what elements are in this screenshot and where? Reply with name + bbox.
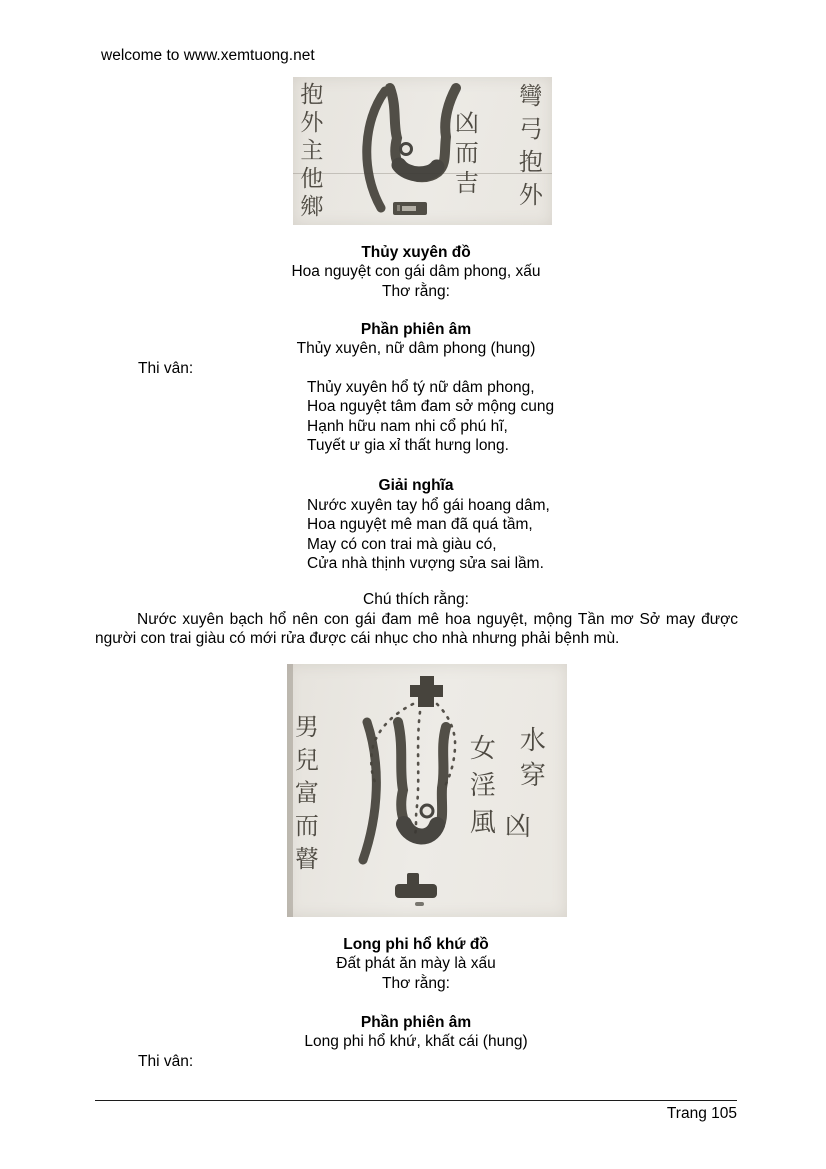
giai-nghia-lines [307, 496, 550, 574]
vessel-dot-circle [401, 144, 412, 155]
section2-subtitle: Đất phát ăn mày là xấu [336, 955, 496, 973]
section1-subtitle: Hoa nguyệt con gái dâm phong, xấu [291, 263, 541, 281]
chinese-column-middle: 女淫風 [465, 734, 496, 845]
chinese-column-left: 男兒富而瞽 [290, 714, 319, 879]
giai-nghia-line: Nước xuyên tay hổ gái hoang dâm, [307, 497, 550, 514]
section1-title: Thủy xuyên đồ [361, 244, 471, 261]
giai-nghia-heading: Giải nghĩa [378, 477, 454, 494]
poem-line: Tuyết ư gia xỉ thất hưng long. [307, 437, 509, 455]
poem-line: Thủy xuyên hổ tý nữ dâm phong, [307, 379, 535, 396]
chinese-column-middle: 凶而吉 [450, 110, 479, 200]
section2-phien-am-block [95, 1013, 737, 1052]
water-piercing-diagram-drawing [293, 77, 552, 225]
brush-crescent-stroke [367, 91, 385, 208]
giai-nghia-line: Hoa nguyệt mê man đã quá tầm, [307, 516, 533, 534]
vessel-dark-bottom [404, 824, 437, 837]
chinese-column-left: 抱外主他鄉 [296, 82, 323, 222]
chu-thich-paragraph: Nước xuyên bạch hổ nên con gái đam mê hoa nguyệt, mộng Tần mơ Sở may được người con trai giàu có mới rửa được cái nhục cho nhà nhưng phải bệnh mù. [95, 611, 738, 648]
thi-van-label-1: Thi vân: [138, 360, 194, 377]
section1-tho-rang: Thơ rằng: [382, 282, 450, 300]
giai-nghia-line: May có con trai mà giàu có, [307, 535, 497, 553]
top-seal-blob [410, 676, 443, 707]
section1-poem [307, 378, 554, 456]
giai-nghia-line: Cửa nhà thịnh vượng sửa sai lầm. [307, 555, 544, 573]
phien-am-heading-2: Phần phiên âm [360, 1014, 472, 1031]
bottom-seal-mark [415, 902, 424, 906]
dragon-fly-tiger-leave-diagram-image [287, 664, 567, 917]
thi-van-label-2: Thi vân: [138, 1053, 194, 1070]
section2-title-block [95, 935, 737, 993]
phien-am-heading-1: Phần phiên âm [360, 321, 472, 338]
chinese-column-right-bottom: 凶 [500, 812, 531, 838]
poem-line: Hạnh hữu nam nhi cổ phú hĩ, [307, 417, 508, 435]
section1-title-block [95, 243, 737, 301]
vessel-dot-circle [421, 805, 433, 817]
water-piercing-diagram-image [293, 77, 552, 225]
phien-am-line-2: Long phi hổ khứ, khất cái (hung) [304, 1033, 528, 1051]
vessel-dark-bottom [399, 165, 437, 174]
footer-divider [95, 1100, 737, 1101]
brush-crescent-stroke [363, 722, 376, 860]
bottom-seal-bar [395, 884, 437, 898]
phien-am-line-1: Thủy xuyên, nữ dâm phong (hung) [296, 340, 536, 358]
page-number: Trang 105 [666, 1105, 737, 1122]
chu-thich-heading: Chú thích rằng: [363, 591, 469, 608]
poem-line: Hoa nguyệt tâm đam sở mộng cung [307, 398, 555, 416]
chinese-column-right: 彎弓抱外 [514, 83, 543, 215]
section2-title: Long phi hổ khứ đồ [343, 936, 489, 953]
chinese-column-right-top: 水穿 [515, 726, 546, 796]
section2-tho-rang: Thơ rằng: [382, 974, 450, 992]
dotted-trail-center [415, 712, 420, 834]
section1-phien-am-block [95, 320, 737, 359]
page-header: welcome to www.xemtuong.net [101, 47, 315, 64]
